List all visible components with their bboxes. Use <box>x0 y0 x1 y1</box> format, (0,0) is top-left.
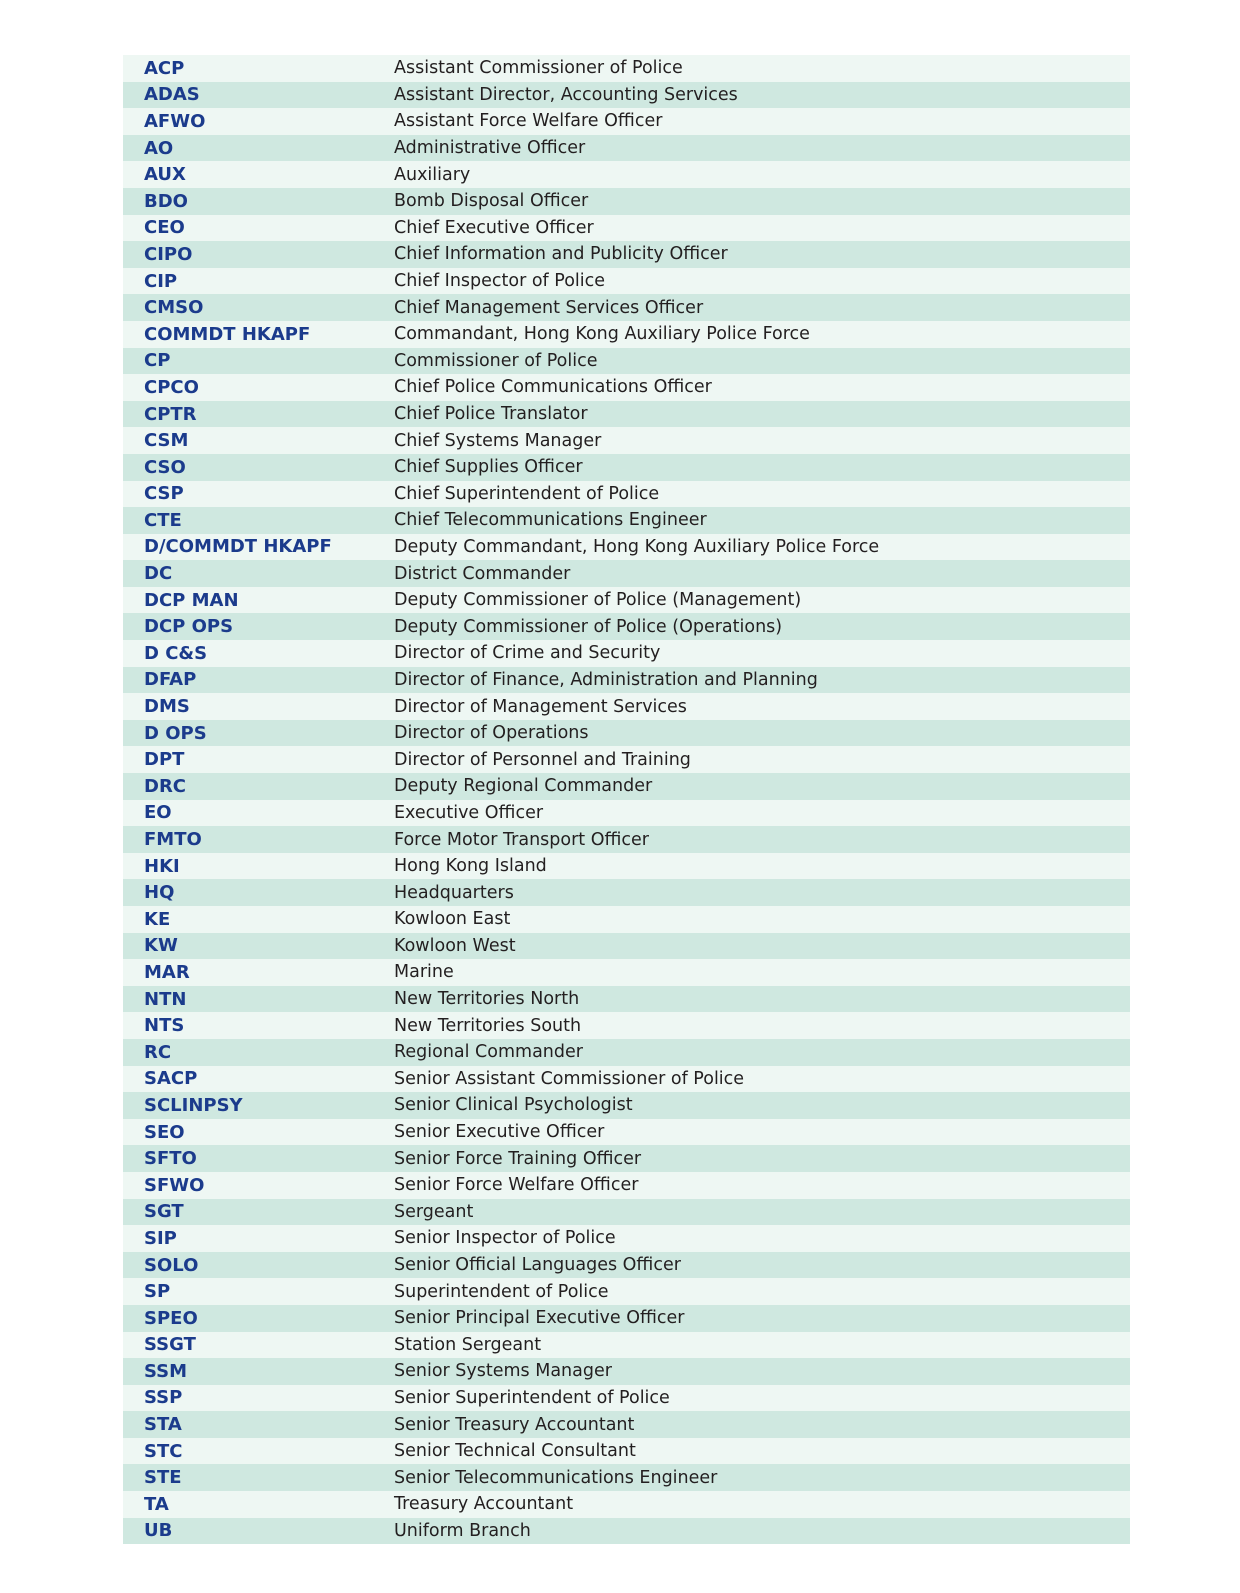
meaning-cell: Senior Inspector of Police <box>394 1228 616 1249</box>
meaning-cell: Chief Police Translator <box>394 404 588 425</box>
abbreviation-cell: AO <box>144 137 174 159</box>
meaning-cell: Senior Systems Manager <box>394 1361 612 1382</box>
meaning-cell: Commandant, Hong Kong Auxiliary Police Force <box>394 324 810 345</box>
abbreviation-cell: SP <box>144 1281 171 1303</box>
meaning-cell: Director of Management Services <box>394 696 687 717</box>
meaning-cell: Senior Telecommunications Engineer <box>394 1467 718 1488</box>
abbreviation-cell: HKI <box>144 855 180 877</box>
meaning-cell: Headquarters <box>394 882 514 903</box>
meaning-cell: Chief Systems Manager <box>394 430 602 451</box>
meaning-cell: Director of Finance, Administration and Planning <box>394 669 818 690</box>
table-row <box>123 933 1130 960</box>
abbreviation-cell: DCP MAN <box>144 589 239 611</box>
table-row <box>123 746 1130 773</box>
abbreviation-cell: SOLO <box>144 1254 199 1276</box>
abbreviation-cell: SSP <box>144 1387 183 1409</box>
table-row <box>123 1491 1130 1518</box>
table-row <box>123 587 1130 614</box>
abbreviation-cell: STE <box>144 1467 182 1489</box>
meaning-cell: Superintendent of Police <box>394 1281 609 1302</box>
abbreviation-cell: D C&S <box>144 642 208 664</box>
meaning-cell: Senior Force Training Officer <box>394 1148 642 1169</box>
table-row <box>123 959 1130 986</box>
table-row <box>123 1012 1130 1039</box>
abbreviation-cell: KW <box>144 935 178 957</box>
abbreviation-cell: CIPO <box>144 243 193 265</box>
abbreviation-cell: DCP OPS <box>144 616 234 638</box>
abbreviation-cell: D OPS <box>144 722 207 744</box>
meaning-cell: Senior Principal Executive Officer <box>394 1308 685 1329</box>
meaning-cell: Senior Assistant Commissioner of Police <box>394 1068 745 1089</box>
table-row <box>123 161 1130 188</box>
table-row <box>123 1039 1130 1066</box>
meaning-cell: Senior Superintendent of Police <box>394 1387 670 1408</box>
meaning-cell: Station Sergeant <box>394 1334 542 1355</box>
table-row <box>123 1438 1130 1465</box>
abbreviation-cell: UB <box>144 1520 173 1542</box>
table-row <box>123 1332 1130 1359</box>
table-row <box>123 1464 1130 1491</box>
table-row <box>123 986 1130 1013</box>
table-row <box>123 321 1130 348</box>
table-row <box>123 374 1130 401</box>
abbreviation-cell: ACP <box>144 57 185 79</box>
table-row <box>123 1225 1130 1252</box>
meaning-cell: Chief Executive Officer <box>394 217 594 238</box>
abbreviation-cell: SPEO <box>144 1307 198 1329</box>
meaning-cell: Senior Executive Officer <box>394 1122 605 1143</box>
meaning-cell: Force Motor Transport Officer <box>394 829 649 850</box>
meaning-cell: Deputy Commissioner of Police (Management) <box>394 590 802 611</box>
meaning-cell: Hong Kong Island <box>394 856 547 877</box>
abbreviation-cell: CMSO <box>144 297 204 319</box>
abbreviation-cell: NTS <box>144 1015 185 1037</box>
meaning-cell: Chief Management Services Officer <box>394 297 704 318</box>
table-row <box>123 108 1130 135</box>
table-row <box>123 348 1130 375</box>
meaning-cell: Uniform Branch <box>394 1520 531 1541</box>
meaning-cell: Chief Information and Publicity Officer <box>394 244 728 265</box>
meaning-cell: Senior Force Welfare Officer <box>394 1175 639 1196</box>
table-row <box>123 906 1130 933</box>
abbreviation-cell: COMMDT HKAPF <box>144 323 311 345</box>
table-row <box>123 613 1130 640</box>
abbreviation-cell: CSM <box>144 430 189 452</box>
table-row <box>123 427 1130 454</box>
abbreviation-cell: STA <box>144 1414 182 1436</box>
meaning-cell: Bomb Disposal Officer <box>394 191 589 212</box>
meaning-cell: Deputy Commandant, Hong Kong Auxiliary Police Force <box>394 536 880 557</box>
table-row <box>123 879 1130 906</box>
meaning-cell: Auxiliary <box>394 164 471 185</box>
table-row <box>123 481 1130 508</box>
meaning-cell: Treasury Accountant <box>394 1494 574 1515</box>
meaning-cell: Chief Superintendent of Police <box>394 483 660 504</box>
abbreviation-cell: DPT <box>144 749 185 771</box>
meaning-cell: Senior Technical Consultant <box>394 1441 636 1462</box>
abbreviation-cell: SFTO <box>144 1148 197 1170</box>
meaning-cell: Chief Supplies Officer <box>394 457 583 478</box>
table-row <box>123 1119 1130 1146</box>
table-row <box>123 82 1130 109</box>
table-row <box>123 135 1130 162</box>
meaning-cell: Sergeant <box>394 1201 474 1222</box>
table-row <box>123 800 1130 827</box>
meaning-cell: New Territories North <box>394 989 580 1010</box>
table-row <box>123 188 1130 215</box>
table-row <box>123 1278 1130 1305</box>
abbreviation-cell: NTN <box>144 988 187 1010</box>
abbreviation-cell: ADAS <box>144 84 200 106</box>
abbreviation-cell: SACP <box>144 1068 198 1090</box>
meaning-cell: New Territories South <box>394 1015 582 1036</box>
table-row <box>123 215 1130 242</box>
meaning-cell: Director of Operations <box>394 723 589 744</box>
meaning-cell: Chief Police Communications Officer <box>394 377 712 398</box>
meaning-cell: Commissioner of Police <box>394 350 598 371</box>
abbreviation-cell: SEO <box>144 1121 185 1143</box>
abbreviation-cell: BDO <box>144 190 188 212</box>
table-row <box>123 1145 1130 1172</box>
table-row <box>123 693 1130 720</box>
abbreviation-cell: TA <box>144 1493 169 1515</box>
meaning-cell: Kowloon East <box>394 909 511 930</box>
abbreviation-cell: SIP <box>144 1227 177 1249</box>
table-row <box>123 1066 1130 1093</box>
abbreviation-cell: KE <box>144 908 171 930</box>
table-row <box>123 1199 1130 1226</box>
table-row <box>123 241 1130 268</box>
table-row <box>123 1305 1130 1332</box>
abbreviation-cell: MAR <box>144 961 190 983</box>
abbreviation-cell: AUX <box>144 164 186 186</box>
abbreviation-cell: FMTO <box>144 829 202 851</box>
abbreviation-cell: DC <box>144 563 173 585</box>
table-row <box>123 773 1130 800</box>
meaning-cell: Assistant Commissioner of Police <box>394 58 683 79</box>
table-row <box>123 1252 1130 1279</box>
meaning-cell: Senior Clinical Psychologist <box>394 1095 633 1116</box>
table-row <box>123 1518 1130 1545</box>
abbreviation-cell: HQ <box>144 882 175 904</box>
table-row <box>123 534 1130 561</box>
abbreviation-cell: CEO <box>144 217 185 239</box>
meaning-cell: Administrative Officer <box>394 138 586 159</box>
meaning-cell: Senior Treasury Accountant <box>394 1414 635 1435</box>
abbreviation-cell: SSGT <box>144 1334 196 1356</box>
abbreviation-cell: RC <box>144 1041 172 1063</box>
table-row <box>123 720 1130 747</box>
table-row <box>123 454 1130 481</box>
abbreviation-cell: CSP <box>144 483 184 505</box>
abbreviation-cell: DMS <box>144 696 190 718</box>
abbreviation-cell: DRC <box>144 775 187 797</box>
abbreviation-cell: CSO <box>144 456 186 478</box>
table-row <box>123 667 1130 694</box>
abbreviation-cell: D/COMMDT HKAPF <box>144 536 332 558</box>
table-row <box>123 401 1130 428</box>
meaning-cell: Director of Crime and Security <box>394 643 661 664</box>
meaning-cell: Regional Commander <box>394 1042 583 1063</box>
table-row <box>123 826 1130 853</box>
abbreviation-cell: SSM <box>144 1360 188 1382</box>
abbreviation-cell: CIP <box>144 270 178 292</box>
meaning-cell: Senior Official Languages Officer <box>394 1255 681 1276</box>
meaning-cell: Director of Personnel and Training <box>394 749 691 770</box>
abbreviation-cell: EO <box>144 802 172 824</box>
meaning-cell: Chief Inspector of Police <box>394 271 606 292</box>
table-row <box>123 853 1130 880</box>
abbreviation-cell: STC <box>144 1440 183 1462</box>
table-row <box>123 1092 1130 1119</box>
table-row <box>123 1385 1130 1412</box>
table-row <box>123 640 1130 667</box>
meaning-cell: Deputy Regional Commander <box>394 776 653 797</box>
meaning-cell: Executive Officer <box>394 802 544 823</box>
table-row <box>123 55 1130 82</box>
abbreviation-cell: DFAP <box>144 669 197 691</box>
abbreviation-cell: CP <box>144 350 171 372</box>
table-row <box>123 1358 1130 1385</box>
abbreviation-table <box>123 55 1130 1544</box>
meaning-cell: District Commander <box>394 563 571 584</box>
table-row <box>123 560 1130 587</box>
table-row <box>123 1172 1130 1199</box>
table-row <box>123 294 1130 321</box>
meaning-cell: Assistant Force Welfare Officer <box>394 111 663 132</box>
meaning-cell: Assistant Director, Accounting Services <box>394 84 738 105</box>
abbreviation-cell: SCLINPSY <box>144 1094 243 1116</box>
abbreviation-cell: SFWO <box>144 1174 205 1196</box>
abbreviation-cell: CPCO <box>144 376 199 398</box>
abbreviation-cell: AFWO <box>144 110 206 132</box>
meaning-cell: Marine <box>394 962 454 983</box>
abbreviation-cell: SGT <box>144 1201 184 1223</box>
table-row <box>123 1411 1130 1438</box>
meaning-cell: Chief Telecommunications Engineer <box>394 510 707 531</box>
meaning-cell: Kowloon West <box>394 935 516 956</box>
table-row <box>123 507 1130 534</box>
table-row <box>123 268 1130 295</box>
abbreviation-cell: CTE <box>144 509 182 531</box>
meaning-cell: Deputy Commissioner of Police (Operations) <box>394 616 783 637</box>
abbreviation-cell: CPTR <box>144 403 197 425</box>
